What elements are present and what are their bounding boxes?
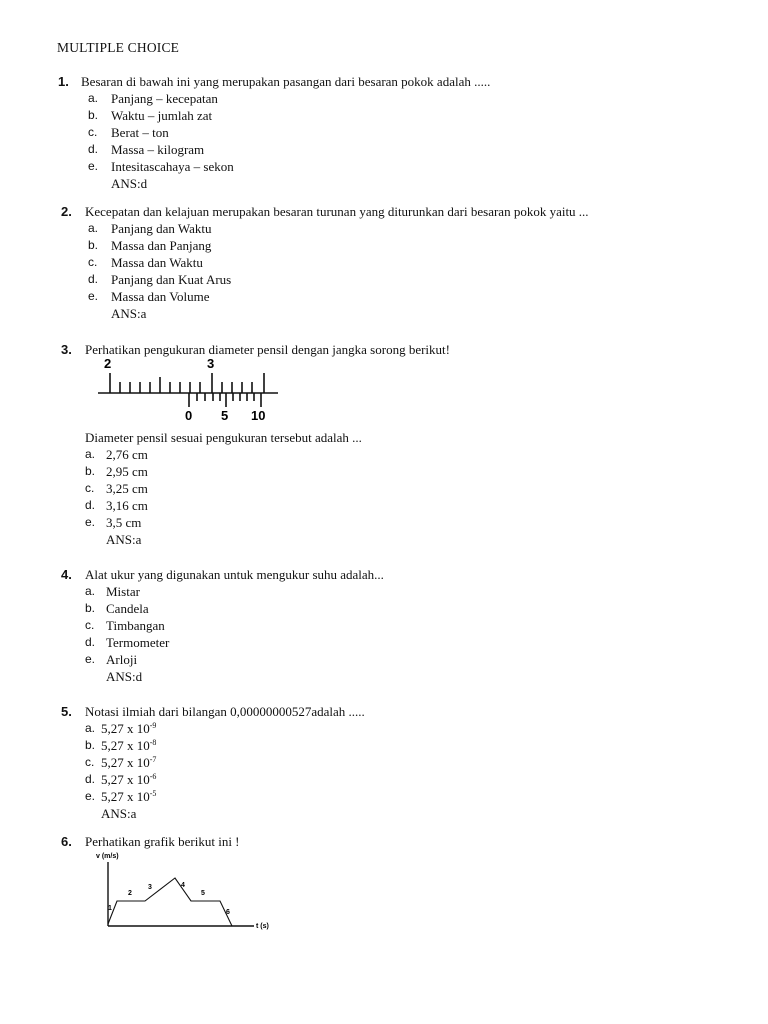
answer-key: ANS:a <box>111 306 147 321</box>
question-3-body <box>58 429 748 548</box>
segment-label-3: 3 <box>148 884 152 891</box>
question-number: 6. <box>61 834 72 849</box>
option-d: d. Massa – kilogram <box>88 142 205 157</box>
question-6 <box>58 833 748 850</box>
main-scale-label-3: 3 <box>207 356 215 371</box>
option-c: c. Timbangan <box>85 618 165 633</box>
question-4 <box>58 566 748 685</box>
option-a: a. Panjang dan Waktu <box>88 221 212 236</box>
section-heading: MULTIPLE CHOICE <box>57 40 180 55</box>
question-text: Perhatikan grafik berikut ini ! <box>85 834 240 849</box>
option-c: c. Berat – ton <box>88 125 169 140</box>
option-d: d. 3,16 cm <box>85 498 148 513</box>
question-number: 1. <box>58 74 69 89</box>
option-b: b. 2,95 cm <box>85 464 148 479</box>
answer-key: ANS:a <box>106 532 142 547</box>
option-d: d. 5,27 x $10^{-6}$ <box>85 772 157 787</box>
option-c: c. 3,25 cm <box>85 481 148 496</box>
answer-key: ANS:d <box>111 176 148 191</box>
option-a: a. Mistar <box>85 584 140 599</box>
option-b: b. Candela <box>85 601 149 616</box>
option-e: e. Arloji <box>85 652 138 667</box>
question-text: Kecepatan dan kelajuan merupakan besaran turunan yang diturunkan dari besaran pokok yaitu ... <box>85 204 589 219</box>
segment-label-4: 4 <box>181 882 185 889</box>
question-number: 5. <box>61 704 72 719</box>
segment-label-1: 1 <box>108 905 112 912</box>
segment-label-5: 5 <box>201 890 205 897</box>
question-number: 4. <box>61 567 72 582</box>
vernier-label-10: 10 <box>251 408 266 423</box>
question-subtext: Diameter pensil sesuai pengukuran tersebut adalah ... <box>85 430 362 445</box>
option-e: e. Massa dan Volume <box>88 289 210 304</box>
segment-label-6: 6 <box>226 909 230 916</box>
answer-key: ANS:a <box>101 806 137 821</box>
question-2 <box>58 203 748 322</box>
question-text: Besaran di bawah ini yang merupakan pasangan dari besaran pokok adalah ..... <box>81 74 491 89</box>
main-scale-ticks <box>110 373 264 393</box>
question-number: 2. <box>61 204 72 219</box>
question-text: Alat ukur yang digunakan untuk mengukur suhu adalah... <box>85 567 384 582</box>
option-a: a. Panjang – kecepatan <box>88 91 218 106</box>
segment-label-2: 2 <box>128 890 132 897</box>
graph-ylabel: v (m/s) <box>96 853 119 860</box>
question-5 <box>58 703 748 822</box>
main-scale-label-2: 2 <box>104 356 112 371</box>
question-text: Perhatikan pengukuran diameter pensil dengan jangka sorong berikut! <box>85 342 450 357</box>
vernier-scale-ticks <box>189 393 261 407</box>
velocity-time-graph <box>92 850 282 932</box>
graph-xlabel: t (s) <box>256 923 269 930</box>
vernier-caliper-figure <box>96 356 286 428</box>
option-e: e. Intesitascahaya – sekon <box>88 159 234 174</box>
answer-key: ANS:d <box>106 669 143 684</box>
question-number: 3. <box>61 342 72 357</box>
option-e: e. 3,5 cm <box>85 515 142 530</box>
option-b: b. Waktu – jumlah zat <box>88 108 213 123</box>
option-b: b. Massa dan Panjang <box>88 238 212 253</box>
vernier-label-5: 5 <box>221 408 229 423</box>
option-c: c. Massa dan Waktu <box>88 255 203 270</box>
question-1 <box>58 73 748 192</box>
vernier-label-0: 0 <box>185 408 193 423</box>
question-text: Notasi ilmiah dari bilangan 0,00000000527adalah ..... <box>85 704 365 719</box>
option-d: d. Panjang dan Kuat Arus <box>88 272 232 287</box>
option-a: a. 5,27 x $10^{-9}$ <box>85 721 157 736</box>
option-c: c. 5,27 x $10^{-7}$ <box>85 755 157 770</box>
option-d: d. Termometer <box>85 635 170 650</box>
option-e: e. 5,27 x $10^{-5}$ <box>85 789 157 804</box>
option-a: a. 2,76 cm <box>85 447 148 462</box>
option-b: b. 5,27 x $10^{-8}$ <box>85 738 157 753</box>
velocity-line <box>108 878 232 926</box>
